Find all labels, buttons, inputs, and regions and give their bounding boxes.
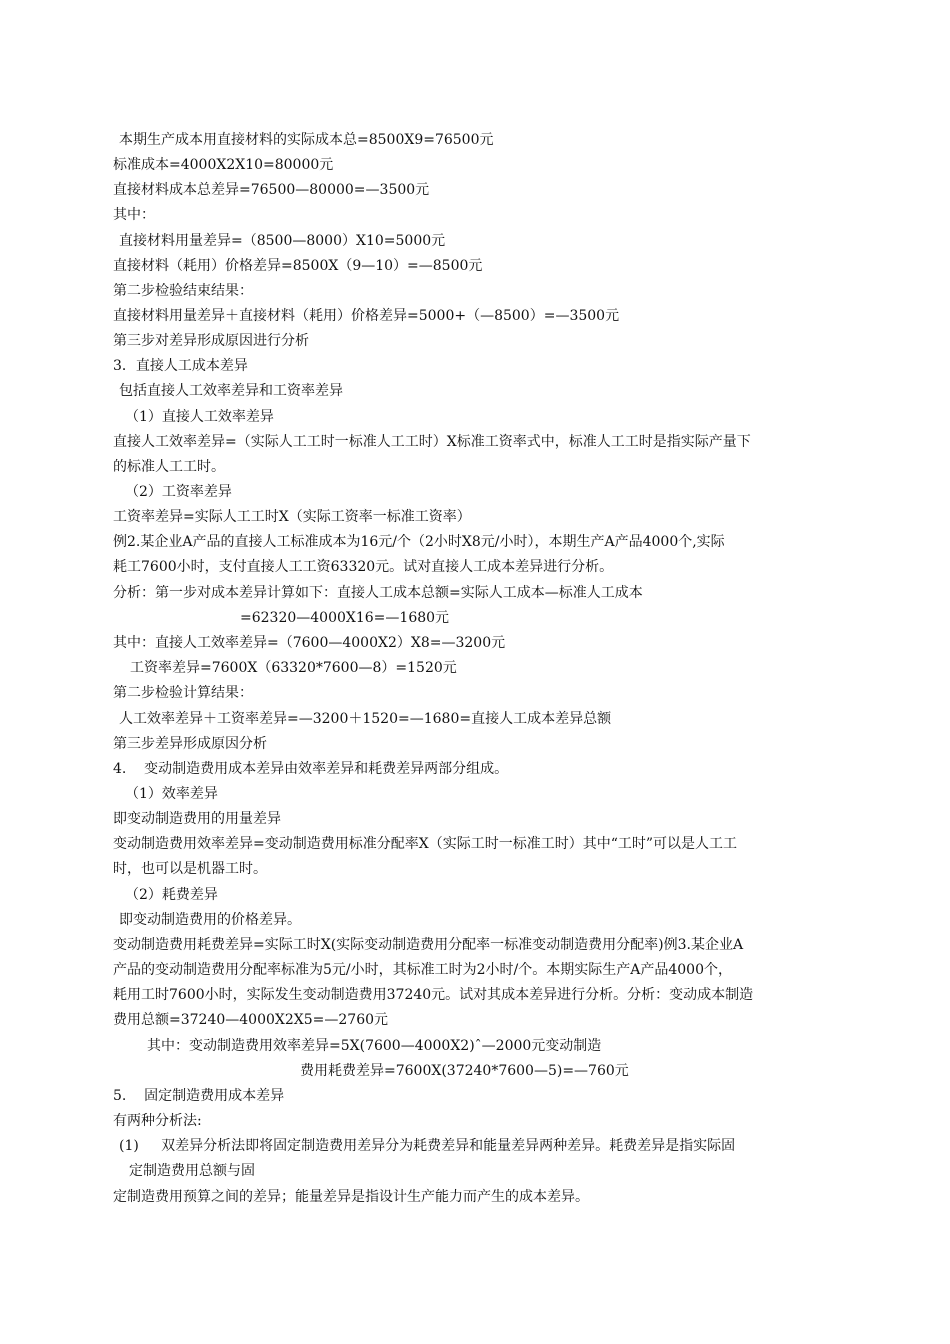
text-line: 工资率差异=实际人工工时X（实际工资率一标准工资率） [113,509,471,525]
text-line: 本期生产成本用直接材料的实际成本总=8500X9=76500元 [119,132,494,148]
text-line: 其中： [113,207,155,223]
text-line: 分析：第一步对成本差异计算如下：直接人工成本总额=实际人工成本—标准人工成本 [113,585,643,601]
text-line: 时，也可以是机器工时。 [113,861,267,877]
text-line: 第三步对差异形成原因进行分析 [113,333,309,349]
section-heading: 5. 固定制造费用成本差异 [113,1088,285,1104]
section-heading: 3．直接人工成本差异 [113,358,248,374]
text-line: 产品的变动制造费用分配率标准为5元/小时，其标准工时为2小时/个。本期实际生产A产品4000个， [113,962,732,978]
text-line: =62320—4000X16=—1680元 [240,610,450,626]
text-line: 有两种分析法: [113,1113,202,1129]
text-line: 直接人工效率差异=（实际人工工时一标准人工工时）X标准工资率式中，标准人工工时是指实际产量下 [113,434,751,450]
subsection-heading: （2）耗费差异 [125,887,218,903]
subsection-heading: （1）效率差异 [125,786,218,802]
text-line: 费用总额=37240—4000X2X5=—2760元 [113,1012,389,1028]
text-line: 耗用工时7600小时，实际发生变动制造费用37240元。试对其成本差异进行分析。分析：变动成本制造 [113,987,754,1003]
text-line: 第二步检验结束结果： [113,283,253,299]
text-line: 变动制造费用效率差异=变动制造费用标准分配率X（实际工时一标准工时）其中“工时”可以是人工工 [113,836,738,852]
text-line: 定制造费用总额与固 [129,1163,255,1179]
text-line: 标准成本=4000X2X10=80000元 [113,157,334,173]
text-line: 即变动制造费用的价格差异。 [119,912,301,928]
text-line: 其中：变动制造费用效率差异=5X(7600—4000X2)ˆ—2000元变动制造 [147,1038,602,1054]
subsection-heading: （2）工资率差异 [125,484,232,500]
text-line: 工资率差异=7600X（63320*7600—8）=1520元 [130,660,457,676]
text-line: 例2.某企业A产品的直接人工标准成本为16元/个（2小时X8元/小时），本期生产A产品4000个,实际 [113,534,725,550]
text-line: 人工效率差异＋工资率差异=—3200＋1520=—1680=直接人工成本差异总额 [119,711,612,727]
text-line: 第三步差异形成原因分析 [113,736,267,752]
text-line: 费用耗费差异=7600X(37240*7600—5)=—760元 [300,1063,629,1079]
text-line: 的标准人工工时。 [113,459,225,475]
text-line: 包括直接人工效率差异和工资率差异 [119,383,343,399]
text-line: 变动制造费用耗费差异=实际工时X(实际变动制造费用分配率一标准变动制造费用分配率)例3.某企业A [113,937,744,953]
text-line: 直接材料（耗用）价格差异=8500X（9—10）=—8500元 [113,258,483,274]
text-line: 直接材料用量差异＋直接材料（耗用）价格差异=5000+（—8500）=—3500元 [113,308,620,324]
text-line: 其中：直接人工效率差异=（7600—4000X2）X8=—3200元 [113,635,506,651]
section-heading: 4. 变动制造费用成本差异由效率差异和耗费差异两部分组成。 [113,761,509,777]
text-line: 第二步检验计算结果： [113,685,253,701]
subsection-heading: （1）直接人工效率差异 [125,409,274,425]
text-line: 即变动制造费用的用量差异 [113,811,281,827]
text-line: 直接材料成本总差异=76500—80000=—3500元 [113,182,430,198]
text-line: 直接材料用量差异=（8500—8000）X10=5000元 [119,233,446,249]
text-line: (1) 双差异分析法即将固定制造费用差异分为耗费差异和能量差异两种差异。耗费差异是指实际固 [119,1138,736,1154]
text-line: 定制造费用预算之间的差异；能量差异是指设计生产能力而产生的成本差异。 [113,1189,589,1205]
text-line: 耗工7600小时，支付直接人工工资63320元。试对直接人工成本差异进行分析。 [113,559,614,575]
